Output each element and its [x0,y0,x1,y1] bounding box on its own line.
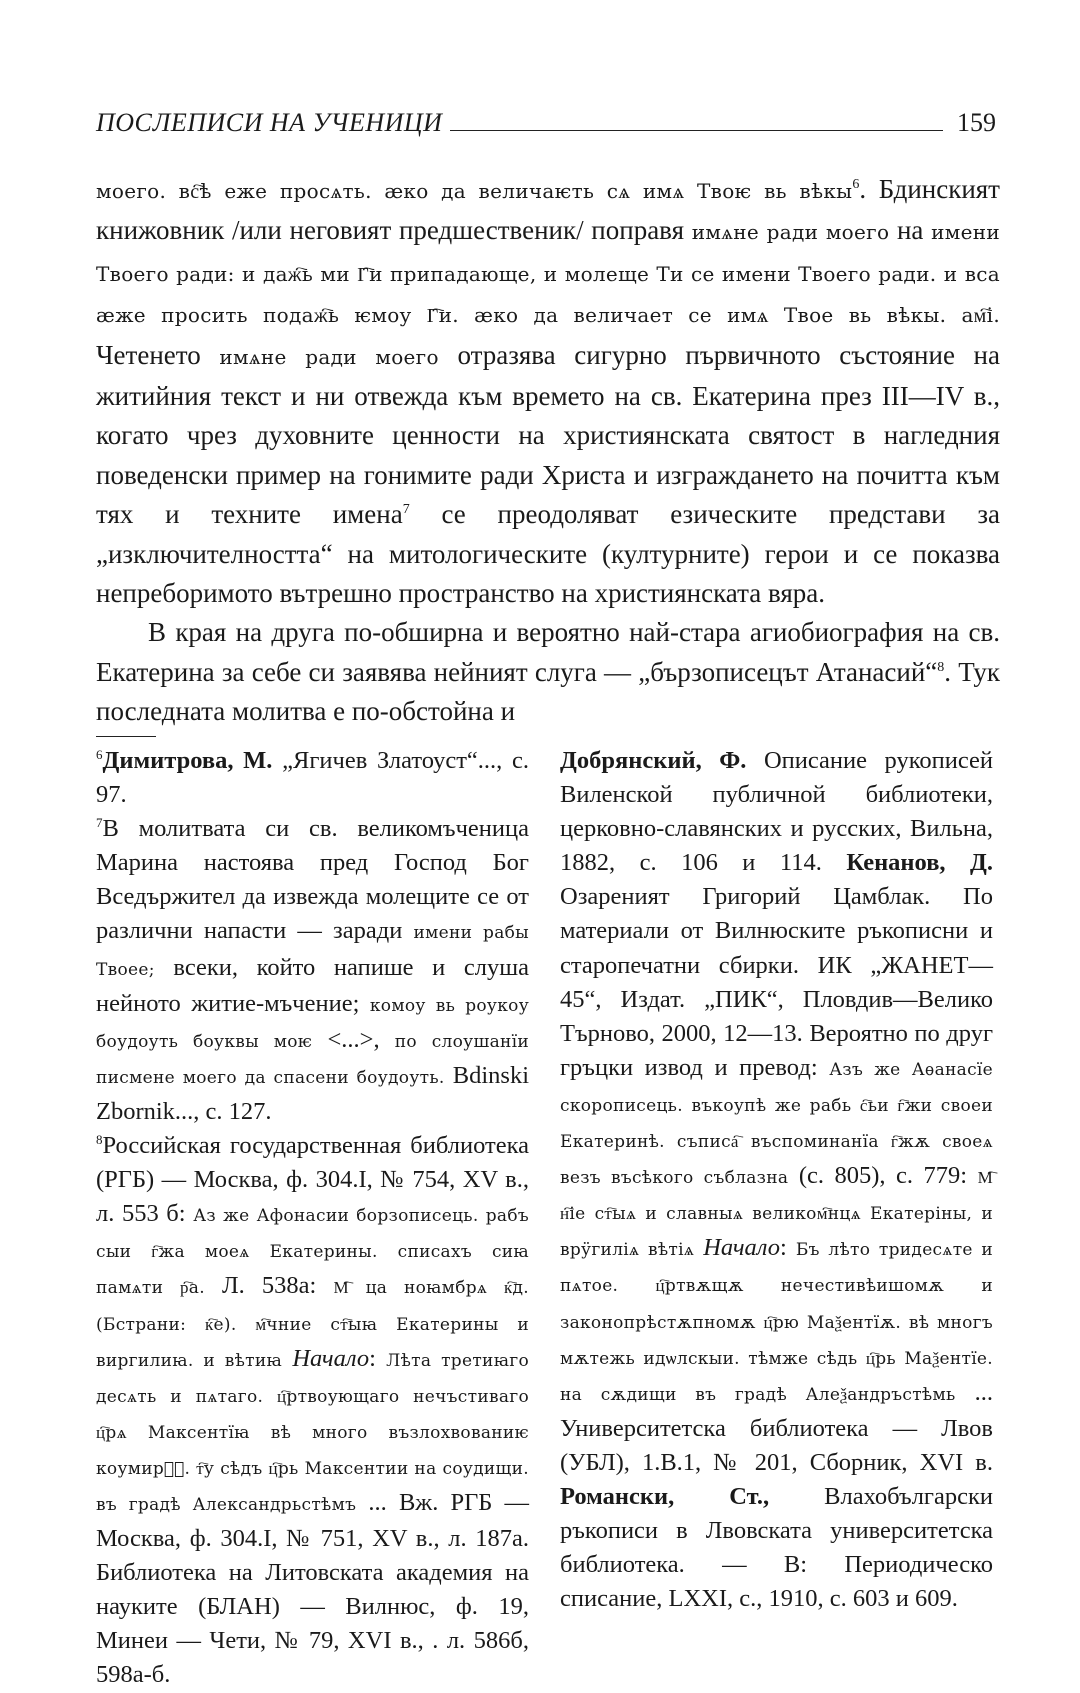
text-run: : [780,1234,787,1262]
text-run: : [369,1344,376,1372]
running-header [96,108,996,148]
old-slavonic-quote: М҇ ца ноꙗмбрѧ к҇д. (Бстрани: к҇е). м҇чние ст҇ыꙗ Екатерины и виргилиꙗ. и вѣтиꙗ [96,1278,529,1371]
old-slavonic-quote: комоу вь роукоу боудоуть боуквы моѥ [96,995,529,1052]
footnote-ref-8: 8 [937,659,945,675]
footnote-6 [96,744,529,812]
main-text [96,170,1000,732]
text-run: отразява сигурно първичното състояние на житийния текст и ни отвежда към времето на св. Екатерина през III—IV в., когато чрез духовните ценности на християнската святост в нагледния поведенски пример на гонимите ради Христа и изграждането на почитта към тях и техните имена [96,339,1000,530]
italic-word: Начало [292,1344,370,1372]
paragraph-2 [96,613,1000,731]
running-title: ПОСЛЕПИСИ НА УЧЕНИЦИ [96,108,443,137]
footnote-ref-6: 6 [852,177,860,192]
footnote-7 [96,812,529,1129]
old-slavonic-quote: М҇ н҇іе ст҇ыѧ и славныѧ великом҇нцѧ Екатеріны, и врӱгиліѧ вѣтіѧ [560,1168,994,1261]
text-run: ... Вж. РГБ — Москва, ф. 304.I, № 751, XV в., л. 187а. Библиотека на Литовската академия на науките (БЛАН) — Вилнюс, ф. 19, Минеи — Чети, № 79, XVI в., . л. 586б, 598а-б. [96,1488,529,1689]
old-slavonic-quote: имени рабы Твоее; [96,923,530,980]
footnote-8 [96,1129,529,1693]
old-slavonic-quote: Лѣта третиꙗго десѧть и пѧтаго. ц҇ртвоующаго нечъстиваго ц҇рѧ Максентїꙗ вѣ много възлохвованиѥ коумирⷪ҇. т҇у сѣдъ ц҇рь Максентии на соудищи. въ градѣ Александрьстѣмъ [96,1350,530,1515]
text-run: Описание рукописей Виленской публичной библиотеки, церковно-славянских и русских, Вильна, 1882, с. 106 и 114. [560,747,993,877]
text-run: <...>, [327,1025,380,1053]
footnote-author: Димитрова, М. [102,747,273,774]
footnote-author: Романски, Ст., [560,1482,770,1510]
header-rule [450,130,943,131]
footnote-ref-7: 7 [402,502,410,518]
footnotes-right-column [560,744,993,1616]
text-run: се преодоляват езическите представи за „изключителността“ на митологическите (културните) герои и се показва непреборимото вътрешно пространство на християнската вяра. [96,499,1001,609]
text-run: Влахобългарски ръкописи в Лвовската университетска библиотека. — В: Периодическо списание, LXXI, с., 1910, с. 603 и 609. [560,1482,993,1613]
text-run: Л. 538а: [222,1272,317,1300]
old-slavonic-quote: Аз же Афонасии борзописець. рабъ сыи г҇жа моеѧ Екатерины. списахъ сиꙗ памѧти р҇а. [96,1206,530,1299]
text-run: Озареният Григорий Цамблак. По материали от Вилнюските ръкописни и старопечатни сбирки. ИК „ЖАНЕТ—45“, Издат. „ПИК“, Пловдив—Велико Търново, 2000, 12—13. Вероятно по друг гръцки извод и превод: [560,883,993,1081]
italic-word: Начало [703,1234,781,1262]
old-slavonic-quote: Бъ лѣто тридесѧте и пѧтое. ц҇ртвѫщѫ нечестивѣишомѫ и законопрѣстѫпномѫ ц҇рю Маѯентїѫ. вѣ многъ мѫтежь идѡлскыи. тѣмже сѣдь ц҇рь Маѯентїе. на сѫдищи въ градѣ Алеѯандръстѣмь [560,1240,994,1405]
text-run: . Бдинският книжовник /или неговият предшественик/ поправя [96,174,1000,246]
old-slavonic-quote: имѧне ради моего [691,220,890,245]
text-run: „Ягичев Златоуст“..., с. 97. [96,747,530,809]
page-number: 159 [957,108,996,137]
text-run: Bdinski Zbornik..., с. 127. [96,1061,530,1125]
text-run: В края на друга по-обширна и вероятно най-стара агиобиография на св. Екатерина за себе си заявява нейният слуга — „бързописецът Атанасий“ [96,617,1000,687]
text-run: ... Университетска библиотека — Лвов (УБЛ), 1.В.1, № 201, Сборник, XVI в. [560,1378,994,1476]
footnotes-left-column [96,744,529,1693]
footnote-8-continued [560,744,993,1616]
old-slavonic-quote: имени Твоего ради: и даж҇ь ми Г҇и припадающе, и молеще Ти се имени Твоего ради. и вса ӕже просить подаж҇ь ѥмоу Г҇и. ӕко да величает се имѧ Твое вь вѣкы. ам҇і. [96,220,1001,328]
text-run: Российская государственная библиотека (РГБ) — Москва, ф. 304.I, № 754, XV в., л. 553 б: [96,1132,529,1228]
old-slavonic-quote: моего. вс҇ѣ еже просѧть. ӕко да величаѥть сѧ имѧ Твоѥ вь вѣкы [96,179,853,203]
old-slavonic-quote: по слоушанїи писмене моего да спасени боудоуть. [96,1031,530,1088]
text-run: всеки, който напише и слуша нейното житие-мъчение; [96,953,530,1017]
text-run: . Тук последната молитва е по-обстойна и [96,656,1000,727]
paragraph-1 [96,170,1000,613]
footnote-number: 8 [96,1131,103,1147]
footnote-number: 7 [96,815,103,831]
footnote-author: Кенанов, Д. [846,849,994,877]
old-slavonic-quote: имѧне ради моего [219,344,439,369]
footnote-number: 6 [96,746,103,762]
footnote-author: Добрянский, Ф. [560,747,747,774]
footnote-separator [96,736,156,737]
text-run: на [896,215,924,246]
text-run: В молитвата си св. великомъченица Марина настоява пред Господ Бог Вседържител да извежда молещите се от различни напасти — заради [96,815,529,945]
text-run: Четенето [96,339,201,370]
old-slavonic-quote: Азъ же Аѳанасїе скорописець. въкоупѣ же рабь с҇ьи г҇жи своеи Екатеринѣ. съписа҇ въспоминанїа г҇жѫ своеѧ везъ въсѣкого съблазна [560,1059,993,1189]
text-run: (с. 805), с. 779: [798,1162,968,1190]
